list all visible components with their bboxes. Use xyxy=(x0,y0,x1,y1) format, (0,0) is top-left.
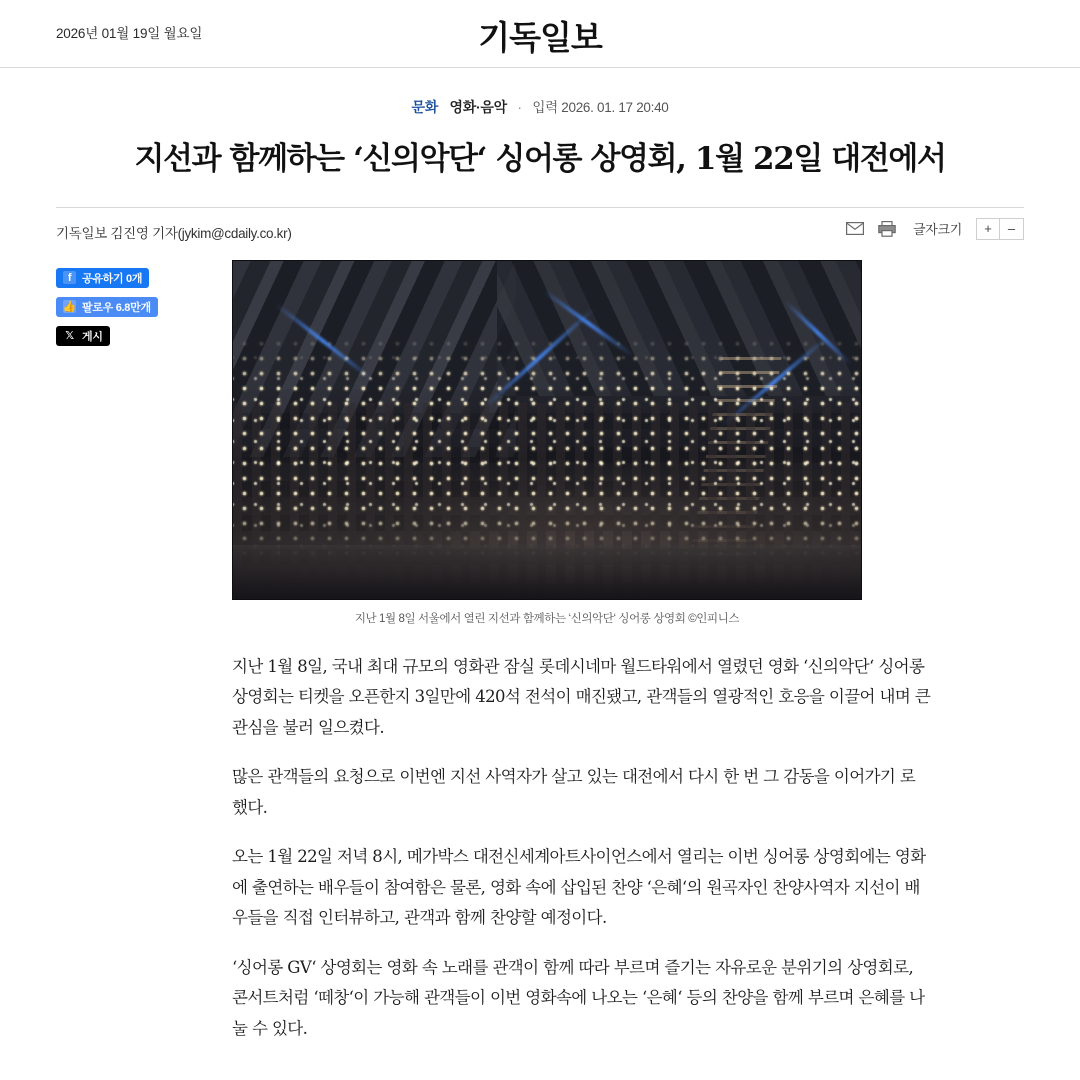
figure-caption: 지난 1월 8일 서울에서 열린 지선과 함께하는 ‘신의악단‘ 싱어롱 상영회 ©인피니스 xyxy=(354,612,740,625)
page-title: 지선과 함께하는 ‘신의악단‘ 싱어롱 상영회, 1월 22일 대전에서 xyxy=(134,141,946,177)
fontsize-controls xyxy=(976,218,1024,240)
kicker-separator: · xyxy=(517,99,522,115)
article-text xyxy=(232,652,932,1045)
masthead-date: 2026년 01월 19일 월요일 xyxy=(56,26,203,41)
fontsize-label: 글자크기 xyxy=(912,222,962,238)
share-follow-button[interactable] xyxy=(56,297,158,317)
thumbs-up-icon: 👍 xyxy=(62,301,77,314)
share-follow-label: 팔로우 6.8만개 xyxy=(82,301,151,314)
cinema-audience-photo xyxy=(232,260,862,600)
article-paragraph: ‘싱어롱 GV‘ 상영회는 영화 속 노래를 관객이 함께 따라 부르며 즐기는 자유로운 분위기의 상영회로, 콘서트처럼 ‘떼창‘이 가능해 관객들이 이번 영화속에 나오는 ‘은혜‘ 등의 찬양을 함께 부르며 은혜를 나눌 수 있다. xyxy=(232,957,925,1038)
article-body-wrap xyxy=(56,260,1024,1045)
byline: 기독일보 김진영 기자(jykim@cdaily.co.kr) xyxy=(56,225,292,241)
share-buttons xyxy=(56,268,216,355)
share-x-label: 게시 xyxy=(82,330,103,343)
article-figure xyxy=(232,260,862,626)
article-paragraph: 지난 1월 8일, 국내 최대 규모의 영화관 잠실 롯데시네마 월드타워에서 열렸던 영화 ‘신의악단‘ 싱어롱 상영회는 티켓을 오픈한지 3일만에 420석 전석이 매진됐고, 관객들의 열광적인 호응을 이끌어 내며 큰 관심을 불러 일으켰다. xyxy=(232,656,931,737)
share-facebook-label: 공유하기 0개 xyxy=(82,272,143,285)
article-tools xyxy=(845,218,1024,240)
article-paragraph: 오는 1월 22일 저녁 8시, 메가박스 대전신세계아트사이언스에서 열리는 이번 싱어롱 상영회에는 영화에 출연하는 배우들이 참여함은 물론, 영화 속에 삽입된 찬양 ‘은혜‘의 원곡자인 찬양사역자 지선이 배우들을 직접 인터뷰하고, 관객과 함께 찬양할 예정이다. xyxy=(232,847,926,928)
x-icon: 𝕏 xyxy=(65,329,74,343)
share-x-button[interactable] xyxy=(56,326,110,346)
category-link[interactable]: 문화 xyxy=(411,99,438,115)
subcategory-link[interactable]: 영화·음악 xyxy=(449,99,507,115)
facebook-icon: f xyxy=(63,271,76,284)
byline-row xyxy=(56,208,1024,254)
article-container xyxy=(0,96,1080,1045)
site-logo[interactable]: 기독일보 xyxy=(478,18,602,57)
masthead xyxy=(0,0,1080,68)
fontsize-decrease-button[interactable]: – xyxy=(1000,218,1024,240)
mail-icon[interactable] xyxy=(845,220,865,238)
article-paragraph: 많은 관객들의 요청으로 이번엔 지선 사역자가 살고 있는 대전에서 다시 한 번 그 감동을 이어가기 로 했다. xyxy=(232,767,916,817)
share-facebook-button[interactable] xyxy=(56,268,149,288)
publish-timestamp: 입력 2026. 01. 17 20:40 xyxy=(532,100,669,115)
article-kicker xyxy=(56,96,1024,117)
fontsize-increase-button[interactable]: + xyxy=(976,218,1000,240)
photo-floor xyxy=(233,545,861,599)
print-icon[interactable] xyxy=(877,220,897,238)
